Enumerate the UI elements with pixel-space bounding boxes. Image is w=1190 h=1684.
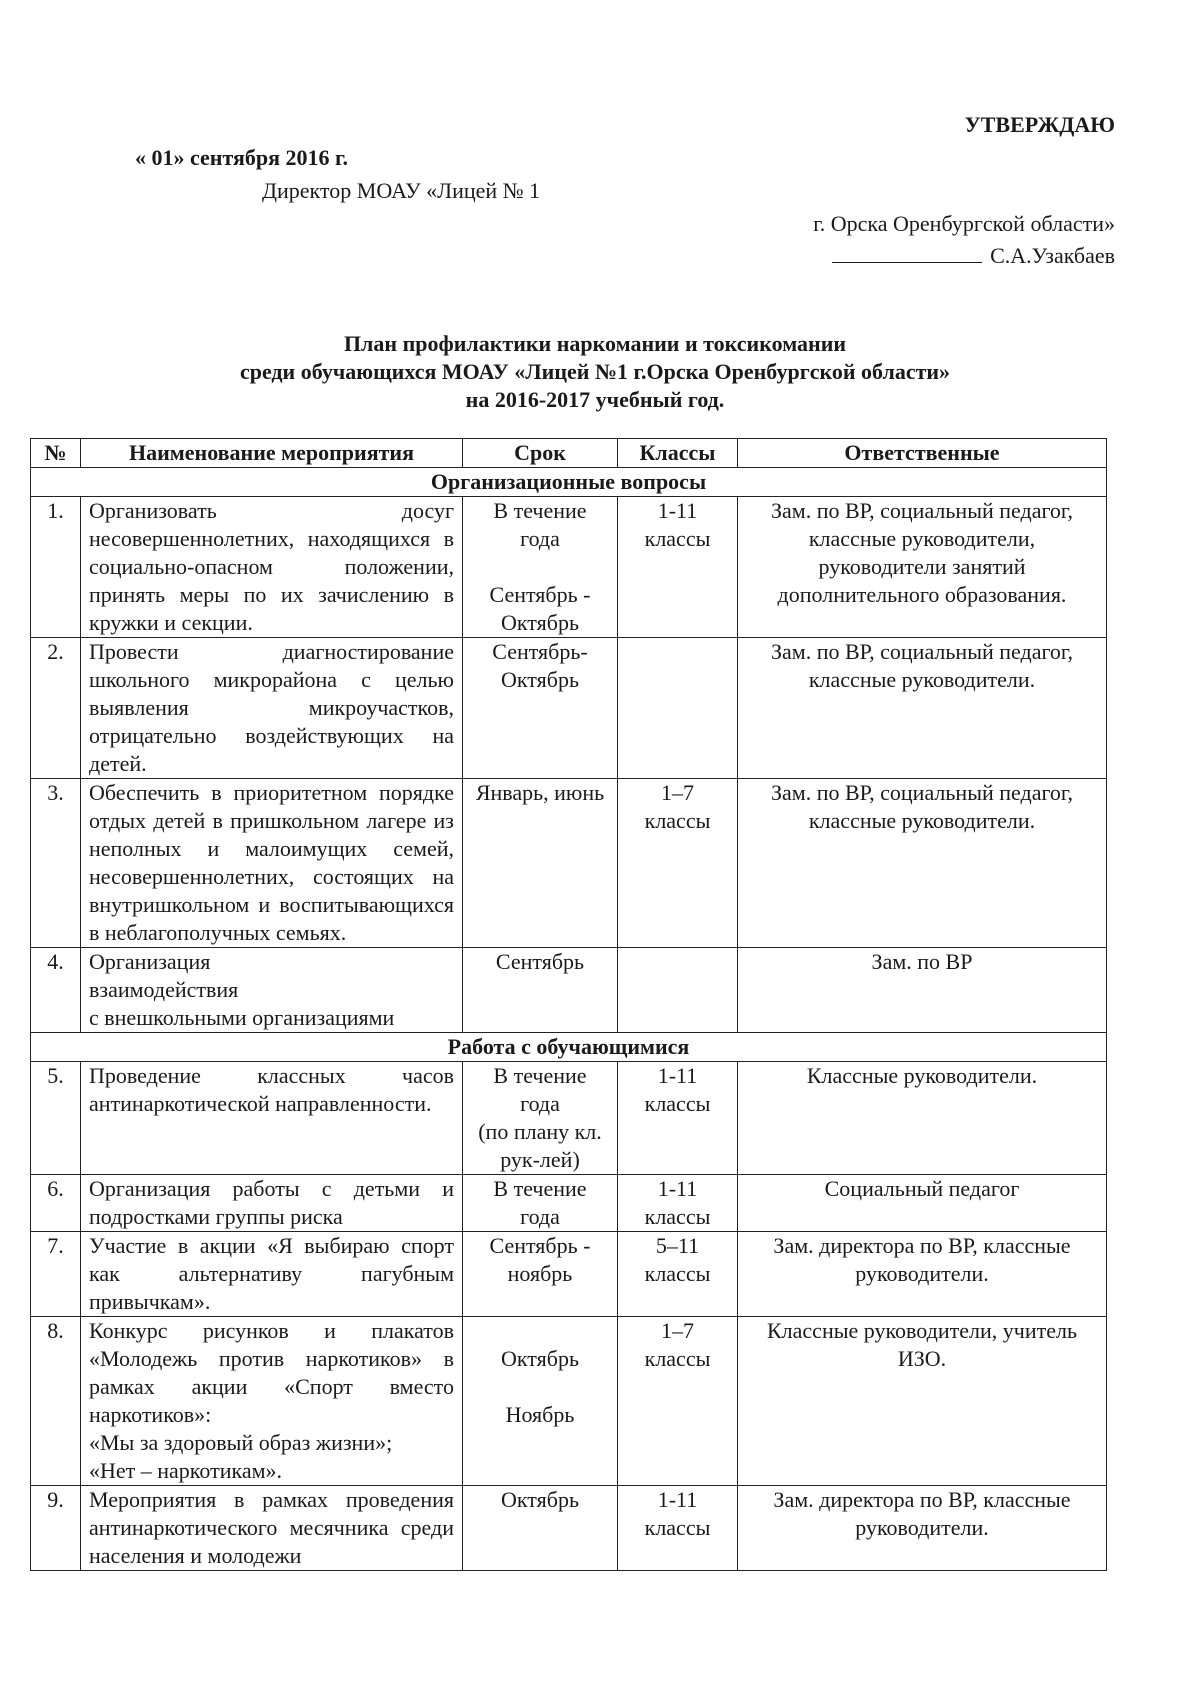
header-responsible: Ответственные [738,439,1107,468]
cell-num: 8. [31,1317,81,1486]
cell-num: 7. [31,1232,81,1317]
cell-classes: 1-11 классы [618,1175,738,1232]
document-title [0,330,1190,414]
table-row [31,1486,1107,1571]
cell-term: Октябрь [463,1486,618,1571]
table-row [31,948,1107,1033]
cell-name: Проведение классных часов антинаркотической направленности. [81,1062,463,1175]
cell-term: Сентябрь [463,948,618,1033]
table-row [31,1175,1107,1232]
cell-name: Конкурс рисунков и плакатов «Молодежь против наркотиков» в рамках акции «Спорт вместо наркотиков»: «Мы за здоровый образ жизни»; «Нет – наркотикам». [81,1317,463,1486]
cell-responsible: Зам. по ВР, социальный педагог, классные руководители. [738,779,1107,948]
cell-name: Мероприятия в рамках проведения антинаркотического месячника среди населения и молодежи [81,1486,463,1571]
table-row [31,779,1107,948]
table-row [31,1317,1107,1486]
table-row [31,638,1107,779]
cell-term: Октябрь Ноябрь [463,1317,618,1486]
table-body [31,468,1107,1571]
approval-date: « 01» сентября 2016 г. [135,145,349,170]
header-term: Срок [463,439,618,468]
signature-name: С.А.Узакбаев [990,243,1115,268]
approve-heading: УТВЕРЖДАЮ [964,112,1115,137]
cell-classes: 1–7 классы [618,779,738,948]
table-row [31,1062,1107,1175]
city-line: г. Орска Оренбургской области» [813,211,1115,236]
plan-table [30,438,1107,1571]
cell-responsible: Зам. директора по ВР, классные руководители. [738,1486,1107,1571]
header-name: Наименование мероприятия [81,439,463,468]
cell-name: Организация работы с детьми и подростками группы риска [81,1175,463,1232]
cell-classes [618,948,738,1033]
cell-classes: 1-11 классы [618,497,738,638]
cell-responsible: Социальный педагог [738,1175,1107,1232]
cell-num: 5. [31,1062,81,1175]
cell-name: Организация взаимодействия с внешкольными организациями [81,948,463,1033]
cell-num: 6. [31,1175,81,1232]
cell-num: 2. [31,638,81,779]
cell-name: Организовать досуг несовершеннолетних, находящихся в социально-опасном положении, принять меры по их зачислению в кружки и секции. [81,497,463,638]
title-line-3: на 2016-2017 учебный год. [465,387,725,412]
signature-blank [832,242,982,263]
cell-num: 9. [31,1486,81,1571]
cell-responsible: Зам. по ВР, социальный педагог, классные руководители. [738,638,1107,779]
cell-classes: 1-11 классы [618,1486,738,1571]
cell-classes: 1–7 классы [618,1317,738,1486]
cell-term: Январь, июнь [463,779,618,948]
header-classes: Классы [618,439,738,468]
cell-responsible: Классные руководители, учитель ИЗО. [738,1317,1107,1486]
table-row [31,1232,1107,1317]
cell-term: В течение года [463,1175,618,1232]
cell-term: Сентябрь- Октябрь [463,638,618,779]
cell-name: Обеспечить в приоритетном порядке отдых детей в пришкольном лагере из неполных и малоимущих семей, несовершеннолетних, состоящих на внутришкольном и воспитывающихся в неблагополучных семьях. [81,779,463,948]
header-num: № [31,439,81,468]
section-row [31,1033,1107,1062]
cell-responsible: Зам. по ВР, социальный педагог, классные руководители, руководители занятий дополнительного образования. [738,497,1107,638]
cell-name: Участие в акции «Я выбираю спорт как альтернативу пагубным привычкам». [81,1232,463,1317]
section-row [31,468,1107,497]
title-line-1: План профилактики наркомании и токсикомании [343,331,847,356]
cell-classes [618,638,738,779]
cell-responsible: Зам. директора по ВР, классные руководители. [738,1232,1107,1317]
director-title: Директор МОАУ «Лицей № 1 [262,178,541,203]
section-title: Работа с обучающимися [31,1033,1107,1062]
signature-line [832,242,1115,269]
cell-responsible: Зам. по ВР [738,948,1107,1033]
cell-num: 4. [31,948,81,1033]
cell-term: В течение года (по плану кл. рук-лей) [463,1062,618,1175]
cell-num: 1. [31,497,81,638]
cell-responsible: Классные руководители. [738,1062,1107,1175]
table-row [31,497,1107,638]
title-line-2: среди обучающихся МОАУ «Лицей №1 г.Орска Оренбургской области» [239,359,951,384]
cell-classes: 1-11 классы [618,1062,738,1175]
cell-name: Провести диагностирование школьного микрорайона с целью выявления микроучастков, отрицательно воздействующих на детей. [81,638,463,779]
cell-term: Сентябрь - ноябрь [463,1232,618,1317]
cell-classes: 5–11 классы [618,1232,738,1317]
table-header-row [31,439,1107,468]
section-title: Организационные вопросы [31,468,1107,497]
cell-num: 3. [31,779,81,948]
cell-term: В течение года Сентябрь - Октябрь [463,497,618,638]
